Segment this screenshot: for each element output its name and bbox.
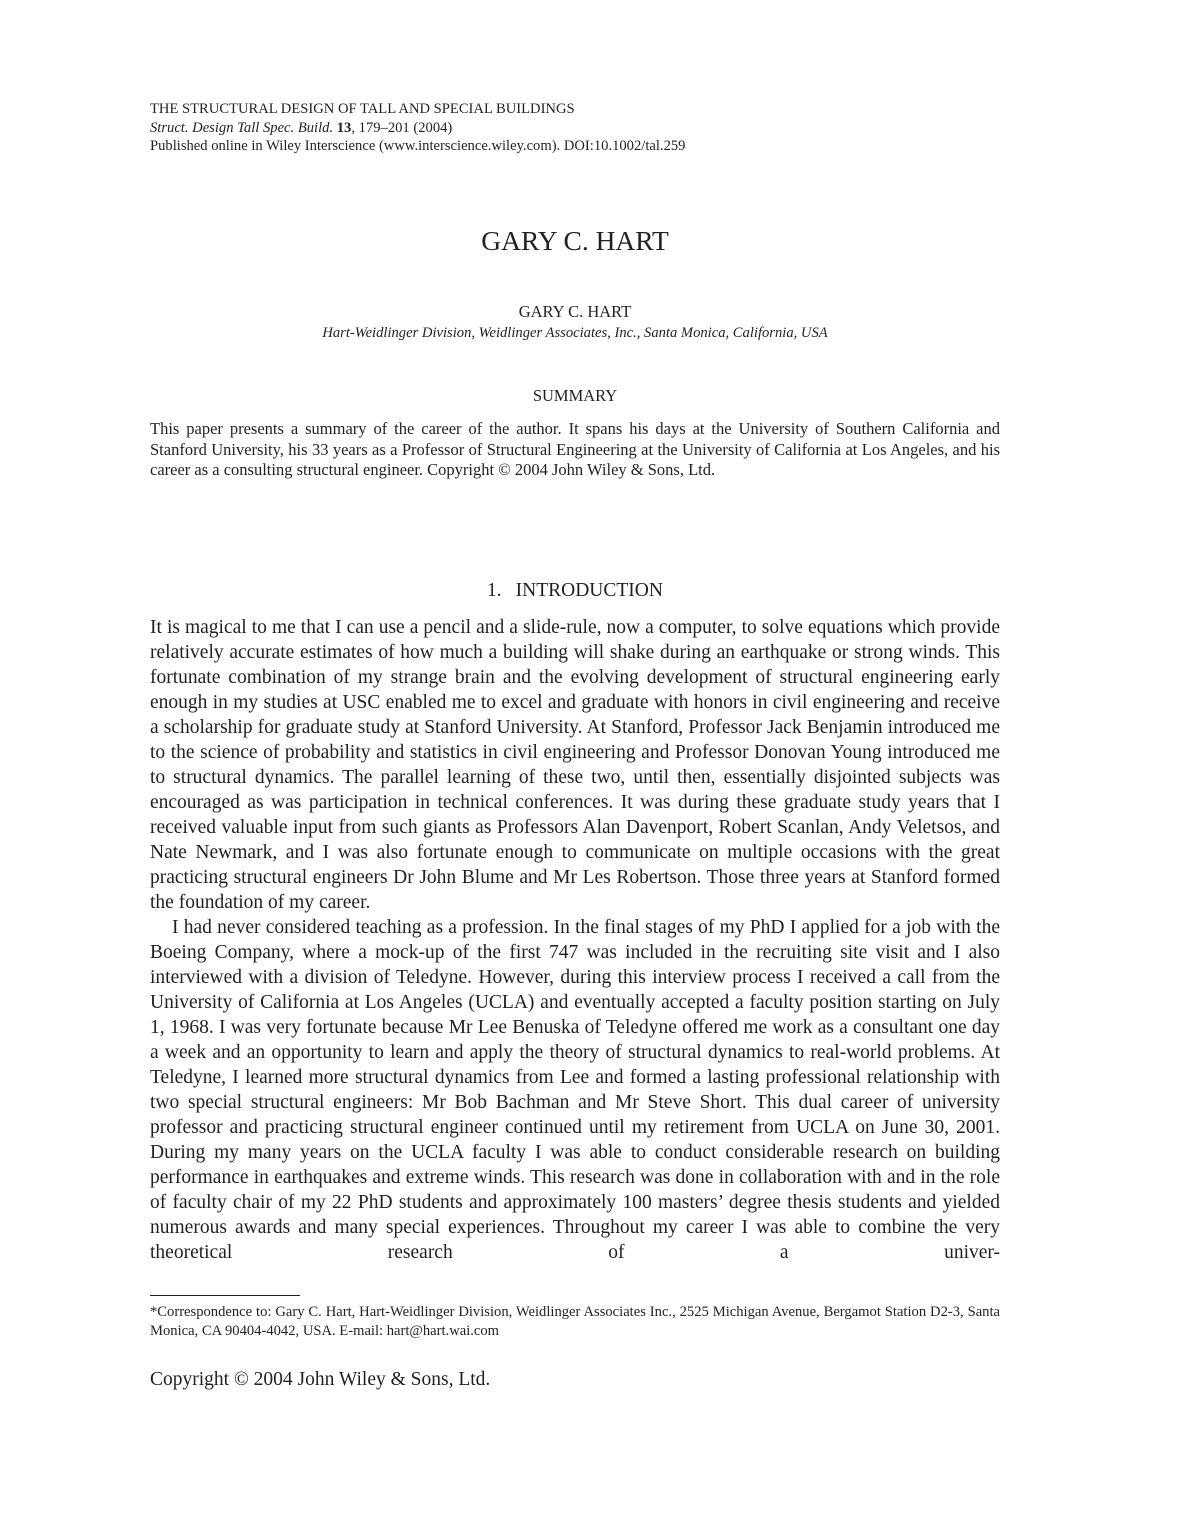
introduction-body xyxy=(150,615,1000,1265)
paper-page xyxy=(150,0,1000,1536)
correspondence-footnote: *Correspondence to: Gary C. Hart, Hart-Weidlinger Division, Weidlinger Associates Inc., 2525 Michigan Avenue, Bergamot Station D2-3, Santa Monica, CA 90404-4042, USA. E-mail: hart@hart.wai.com xyxy=(150,1304,1000,1339)
body-paragraph-2: I had never considered teaching as a profession. In the final stages of my PhD I applied for a job with the Boeing Company, where a mock-up of the first 747 was included in the recruiting site visit and I also interviewed with a division of Teledyne. However, during this interview process I received a call from the University of California at Los Angeles (UCLA) and eventually accepted a faculty position starting on July 1, 1968. I was very fortunate because Mr Lee Benuska of Teledyne offered me work as a consultant one day a week and an opportunity to learn and apply the theory of structural dynamics to real-world problems. At Teledyne, I learned more structural dynamics from Lee and formed a lasting professional relationship with two special structural engineers: Mr Bob Bachman and Mr Steve Short. This dual career of university professor and practicing structural engineer continued until my retirement from UCLA on June 30, 2001. During my many years on the UCLA faculty I was able to conduct considerable research on building performance in earthquakes and extreme winds. This research was done in collaboration with and in the role of faculty chair of my 22 PhD students and approximately 100 masters’ degree thesis students and yielded numerous awards and many special experiences. Throughout my career I was able to combine the very theoretical research of a univer- xyxy=(150,917,1000,1263)
paper-title: GARY C. HART xyxy=(481,225,669,256)
journal-citation xyxy=(150,119,1000,138)
journal-header xyxy=(150,100,1000,156)
journal-name: THE STRUCTURAL DESIGN OF TALL AND SPECIAL BUILDINGS xyxy=(150,101,575,117)
pages-year: , 179–201 (2004) xyxy=(351,119,453,136)
section-title: INTRODUCTION xyxy=(515,580,663,601)
author-name: GARY C. HART xyxy=(518,302,632,321)
body-paragraph-1: It is magical to me that I can use a pencil and a slide-rule, now a computer, to solve equations which provide relatively accurate estimates of how much a building will shake during an earthquake or strong winds. This fortunate combination of my strange brain and the evolving development of structural engineering early enough in my studies at USC enabled me to excel and graduate with honors in civil engineering and receive a scholarship for graduate study at Stanford University. At Stanford, Professor Jack Benjamin introduced me to the science of probability and statistics in civil engineering and Professor Donovan Young introduced me to structural dynamics. The parallel learning of these two, until then, essentially disjointed subjects was encouraged as was participation in technical conferences. It was during these graduate study years that I received valuable input from such giants as Professors Alan Davenport, Robert Scanlan, Andy Veletsos, and Nate Newmark, and I was also fortunate enough to communicate on multiple occasions with the great practicing structural engineers Dr John Blume and Mr Les Robertson. Those three years at Stanford formed the foundation of my career. xyxy=(150,617,1000,913)
section-number: 1. xyxy=(487,580,502,601)
footnote-divider xyxy=(150,1295,300,1296)
author-affiliation: Hart-Weidlinger Division, Weidlinger Associates, Inc., Santa Monica, California, USA xyxy=(322,325,828,341)
copyright-notice: Copyright © 2004 John Wiley & Sons, Ltd. xyxy=(150,1369,491,1390)
summary-text: This paper presents a summary of the career of the author. It spans his days at the University of Southern California and Stanford University, his 33 years as a Professor of Structural Engineering at the University of California at Los Angeles, and his career as a consulting structural engineer. Copyright © 2004 John Wiley & Sons, Ltd. xyxy=(150,419,1000,479)
section-heading-introduction xyxy=(150,578,1000,603)
summary-heading: SUMMARY xyxy=(532,386,618,405)
citation-abbrev: Struct. Design Tall Spec. Build. xyxy=(150,119,334,136)
volume-number: 13 xyxy=(336,119,352,136)
published-online-line: Published online in Wiley Interscience (www.interscience.wiley.com). DOI:10.1002/tal.259 xyxy=(150,138,686,154)
